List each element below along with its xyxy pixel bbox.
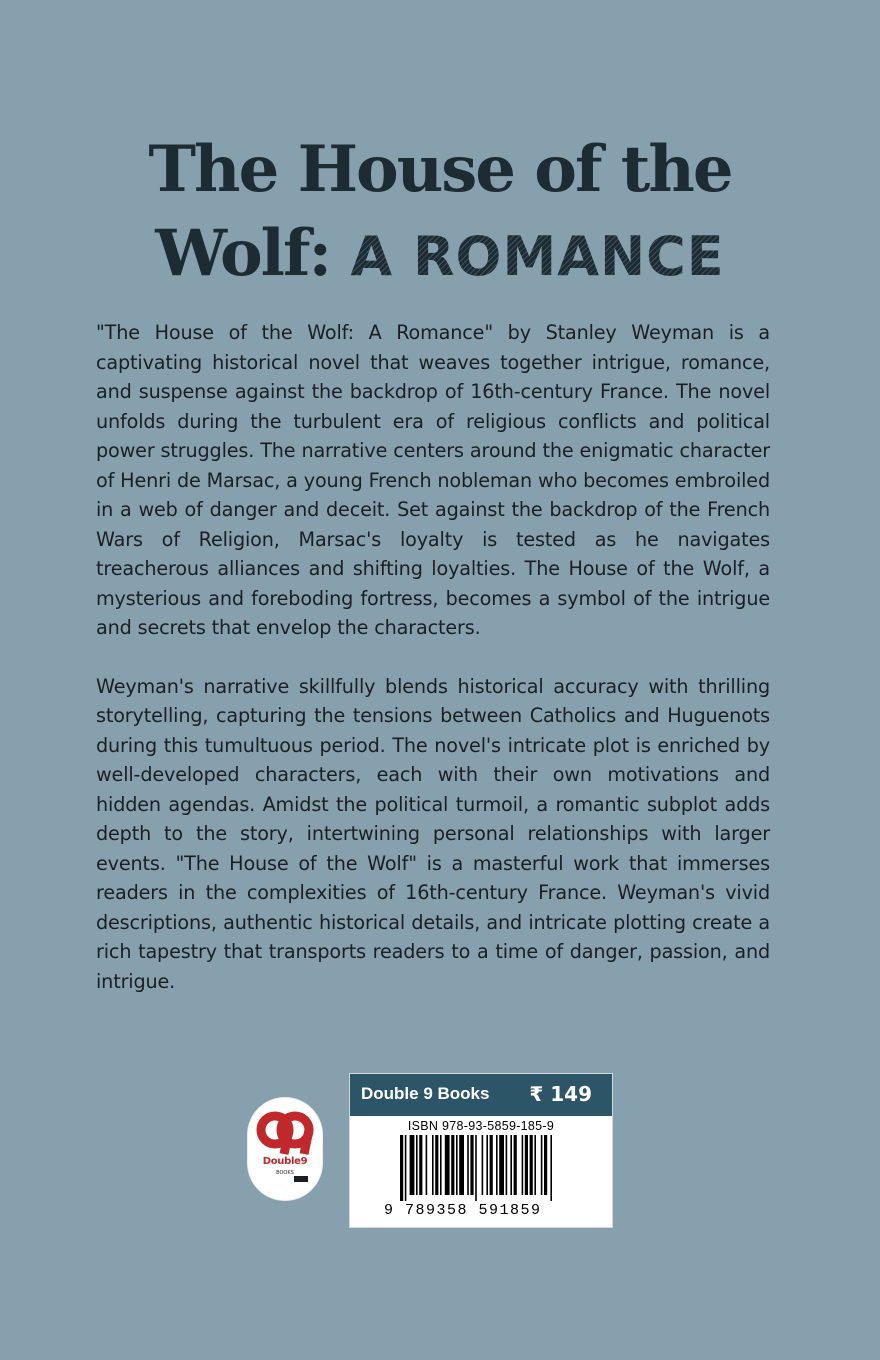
logo-name: Double9 [262, 1156, 308, 1167]
barcode-bar [426, 1135, 428, 1195]
barcode-bar [510, 1135, 512, 1195]
barcode-bar [522, 1135, 524, 1195]
double9-logo-icon [248, 1098, 322, 1200]
barcode-digits: 9 789358 591859 [384, 1202, 542, 1219]
barcode-bar [525, 1135, 528, 1195]
barcode-bar [440, 1135, 442, 1195]
barcode-bar [550, 1135, 552, 1201]
blurb-paragraph-2: Weyman's narrative skillfully blends historical accuracy with thrilling storytelling, capturing the tensions between Catholics and Huguenots during this tumultuous period. The novel's intricate plot is enriched by well-developed characters, each with their own motivations and hidden agendas. Amidst the political turmoil, a romantic subplot adds depth to the story, intertwining personal relationships with larger events. "The House of the Wolf" is a masterful work that immerses readers in the complexities of 16th-century France. Weyman's vivid descriptions, authentic historical details, and intricate plotting create a rich tapestry that transports readers to a time of danger, passion, and intrigue. [96, 674, 770, 993]
barcode-bar [432, 1135, 434, 1195]
barcode-bar [514, 1135, 517, 1195]
barcode-bar [506, 1135, 508, 1195]
barcode-bar [482, 1135, 484, 1195]
price: ₹ 149 [529, 1082, 592, 1106]
price-bar [350, 1074, 612, 1116]
barcode-bar [499, 1135, 504, 1195]
title-line-1: The House of the [148, 132, 732, 207]
barcode-bar [456, 1135, 458, 1195]
barcode-bar [459, 1135, 464, 1195]
barcode-bar [451, 1135, 454, 1195]
barcode-bar [405, 1135, 407, 1201]
barcode-bar [419, 1135, 422, 1195]
barcode-bar [435, 1135, 438, 1195]
barcode-bar [486, 1135, 488, 1195]
barcode-bar [544, 1135, 547, 1195]
barcode-bar [445, 1135, 450, 1195]
barcode-bar [496, 1135, 498, 1195]
blurb [96, 318, 770, 1025]
barcode-bar [541, 1135, 543, 1195]
blurb-paragraph-1: "The House of the Wolf: A Romance" by Stanley Weyman is a captivating historical novel that weaves together intrigue, romance, and suspense against the backdrop of 16th-century France. The novel unfolds during the turbulent era of religious conflicts and political power struggles. The narrative centers around the enigmatic character of Henri de Marsac, a young French nobleman who becomes embroiled in a web of danger and deceit. Set against the backdrop of the French Wars of Religion, Marsac's loyalty is tested as he navigates treacherous alliances and shifting loyalties. The House of the Wolf, a mysterious and foreboding fortress, becomes a symbol of the intrigue and secrets that envelop the characters. [96, 321, 770, 639]
publisher-name: Double 9 Books [361, 1084, 490, 1103]
barcode-bar [467, 1135, 469, 1195]
title-line-2-text: Wolf: [155, 216, 351, 291]
barcode-bar [400, 1135, 403, 1201]
logo-sub: BOOKS [276, 1170, 294, 1176]
barcode-bar [475, 1135, 477, 1201]
barcode-bar [534, 1135, 536, 1195]
isbn-label: ISBN 978-93-5859-185-9 [407, 1119, 555, 1133]
barcode-bar [490, 1135, 493, 1195]
barcode-bar [530, 1135, 533, 1195]
book-subtitle: A ROMANCE [350, 225, 725, 288]
title-line-2 [60, 212, 820, 299]
barcode-bar [470, 1135, 473, 1195]
barcode [400, 1135, 564, 1201]
price-barcode-box [349, 1073, 613, 1228]
publisher-logo [248, 1098, 322, 1200]
barcode-bar [416, 1135, 418, 1195]
book-title [60, 128, 820, 299]
barcode-bar [410, 1135, 415, 1195]
